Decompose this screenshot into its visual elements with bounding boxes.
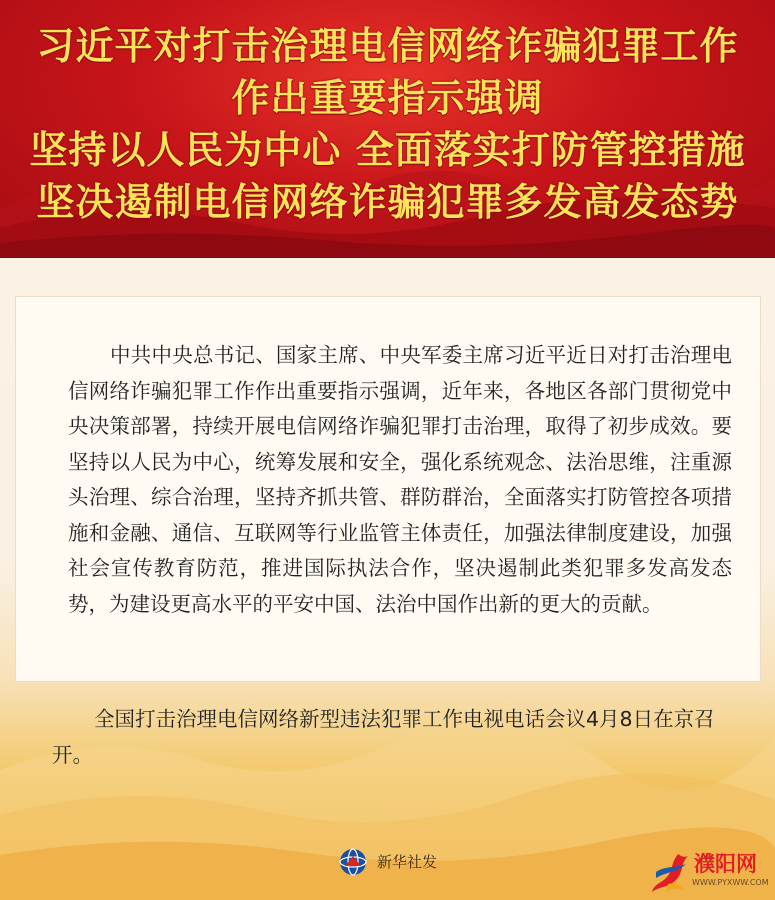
footnote-paragraph: 全国打击治理电信网络新型违法犯罪工作电视电话会议4月8日在京召开。 — [52, 707, 715, 767]
header-title — [0, 20, 775, 228]
header-banner — [0, 0, 775, 258]
title-line-3: 坚持以人民为中心 全面落实打防管控措施 — [29, 128, 746, 172]
main-paragraph: 中共中央总书记、国家主席、中央军委主席习近平近日对打击治理电信网络诈骗犯罪工作作出重要指示强调，近年来，各地区各部门贯彻党中央决策部署，持续开展电信网络诈骗犯罪打击治理，取得了初步成效。要坚持以人民为中心，统筹发展和安全，强化系统观念、法治思维，注重源头治理、综合治理，坚持齐抓共管、群防群治，全面落实打防管控各项措施和金融、通信、互联网等行业监管主体责任，加强法律制度建设，加强社会宣传教育防范，推进国际执法合作，坚决遏制此类犯罪多发高发态势，为建设更高水平的平安中国、法治中国作出新的更大的贡献。 — [68, 343, 732, 616]
title-line-1: 习近平对打击治理电信网络诈骗犯罪工作 — [36, 24, 739, 68]
credit-agency: 新华社发 — [377, 853, 438, 871]
title-line-2: 作出重要指示强调 — [231, 76, 544, 120]
credit — [339, 847, 437, 877]
pyxww-swoosh-icon — [648, 850, 696, 896]
watermark — [648, 850, 773, 898]
main-text-card — [15, 296, 761, 682]
watermark-name: 濮阳网 — [694, 852, 757, 876]
xinhua-globe-icon — [339, 848, 367, 876]
watermark-url: WWW.PYXWW.COM — [692, 878, 769, 887]
title-line-4: 坚决遏制电信网络诈骗犯罪多发高发态势 — [36, 180, 739, 224]
